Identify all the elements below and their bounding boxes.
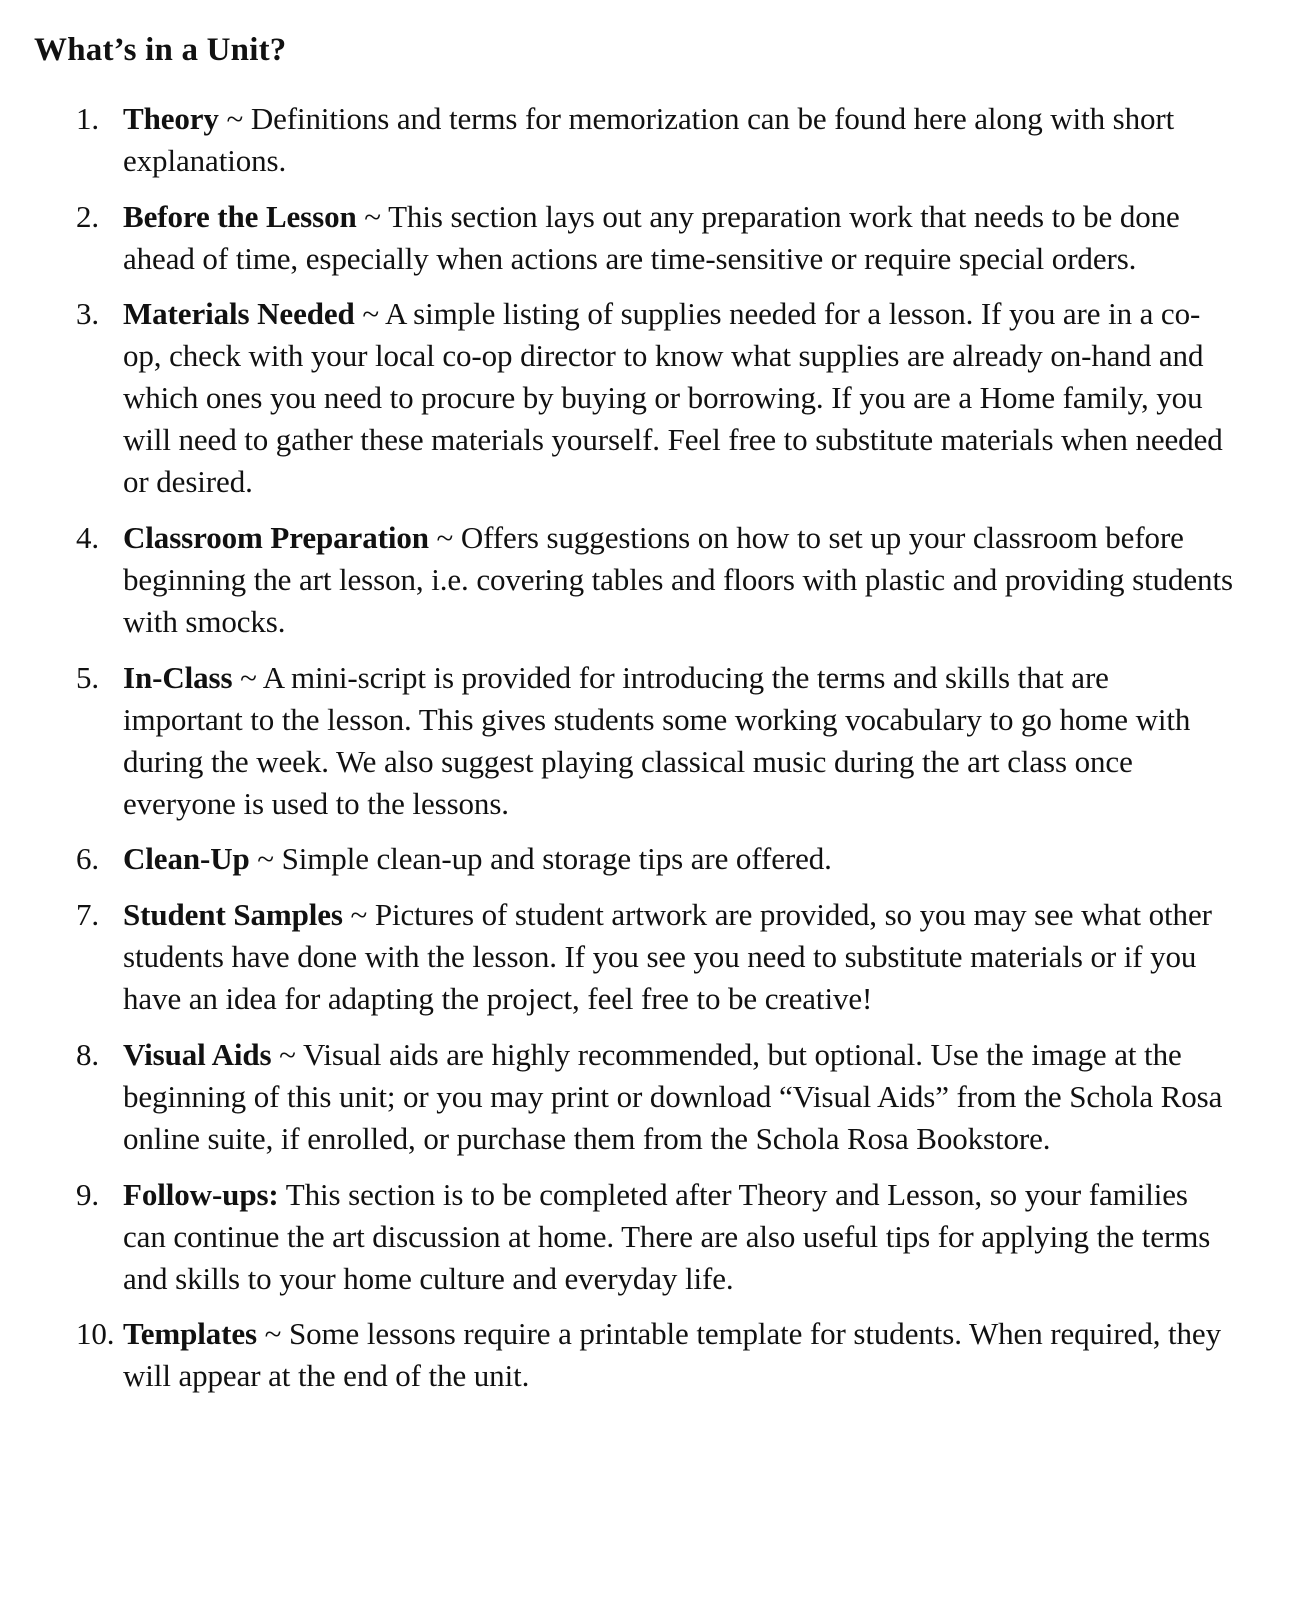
list-item-number: 9. bbox=[76, 1176, 100, 1212]
list-item-separator: ~ bbox=[257, 1316, 289, 1352]
list-item-theory bbox=[0, 98, 1297, 182]
list-item-number: 5. bbox=[76, 659, 100, 695]
list-item-number: 10. bbox=[76, 1316, 115, 1352]
list-item-separator bbox=[279, 1177, 286, 1212]
list-item-description: This section is to be completed after Theory and Lesson, so your families can continue the art discussion at home. There are also useful tips for applying the terms and skills to your home culture and everyday life. bbox=[123, 1176, 1211, 1296]
list-item-description: Offers suggestions on how to set up your classroom before beginning the art lesson, i.e. covering tables and floors with plastic and providing students with smocks. bbox=[123, 520, 1233, 640]
list-item-number: 2. bbox=[76, 198, 100, 234]
list-item-description: Some lessons require a printable template for students. When required, they will appear at the end of the unit. bbox=[123, 1316, 1221, 1394]
list-item-term: In-Class bbox=[123, 659, 233, 695]
list-item-separator: ~ bbox=[428, 520, 461, 556]
page-title: What’s in a Unit? bbox=[34, 32, 287, 68]
list-item-description: A mini-script is provided for introducing the terms and skills that are important to the lesson. This gives students some working vocabulary to go home with during the week. We also suggest playing classical music during the art class once everyone is used to the lessons. bbox=[123, 659, 1191, 821]
list-item-separator: ~ bbox=[342, 897, 375, 933]
list-item-term: Templates bbox=[123, 1316, 258, 1352]
list-item-classroom-preparation bbox=[0, 517, 1297, 643]
list-item-description: Definitions and terms for memorization can be found here along with short explanations. bbox=[123, 101, 1175, 178]
list-item-description: This section lays out any preparation work that needs to be done ahead of time, especially when actions are time-sensitive or require special orders. bbox=[123, 198, 1180, 276]
list-item-templates bbox=[0, 1313, 1297, 1397]
list-item-number: 3. bbox=[76, 296, 100, 332]
list-item-description: Pictures of student artwork are provided, so you may see what other students have done with the lesson. If you see you need to substitute materials or if you have an idea for adapting the project, feel free to be creative! bbox=[123, 897, 1212, 1017]
list-item-in-class bbox=[0, 657, 1297, 825]
list-item-description: A simple listing of supplies needed for a lesson. If you are in a co-op, check with your local co-op director to know what supplies are already on-hand and which ones you need to procure by buying or borrowing. If you are a Home family, you will need to gather these materials yourself. Feel free to substitute materials when needed or desired. bbox=[123, 296, 1223, 500]
list-item-term: Theory bbox=[123, 101, 219, 136]
list-item-term: Visual Aids bbox=[123, 1036, 272, 1072]
list-item-term: Materials Needed bbox=[123, 296, 355, 332]
list-item-number: 1. bbox=[76, 101, 100, 136]
list-item-clean-up bbox=[0, 838, 1297, 880]
list-item-term: Student Samples bbox=[123, 897, 343, 933]
list-item-description: Simple clean-up and storage tips are offered. bbox=[281, 841, 832, 877]
list-item-separator: ~ bbox=[249, 841, 282, 877]
list-item-separator: ~ bbox=[218, 101, 251, 136]
list-item-before-the-lesson bbox=[0, 196, 1297, 280]
list-item-separator: ~ bbox=[354, 296, 385, 332]
list-item-term: Classroom Preparation bbox=[123, 520, 429, 556]
list-item-separator: ~ bbox=[271, 1036, 303, 1072]
list-item-term: Clean-Up bbox=[123, 841, 250, 877]
unit-component-list bbox=[0, 98, 1297, 1411]
list-item-separator: ~ bbox=[232, 659, 263, 695]
list-item-term: Before the Lesson bbox=[123, 198, 357, 234]
list-item-description: Visual aids are highly recommended, but optional. Use the image at the beginning of this unit; or you may print or download “Visual Aids” from the Schola Rosa online suite, if enrolled, or purchase them from the Schola Rosa Bookstore. bbox=[123, 1036, 1223, 1156]
list-item-number: 8. bbox=[76, 1036, 100, 1072]
list-item-term: Follow-ups: bbox=[123, 1176, 279, 1212]
list-item-student-samples bbox=[0, 894, 1297, 1020]
list-item-follow-ups bbox=[0, 1174, 1297, 1300]
list-item-visual-aids bbox=[0, 1034, 1297, 1160]
list-item-number: 4. bbox=[76, 520, 100, 556]
list-item-materials-needed bbox=[0, 293, 1297, 503]
list-item-number: 6. bbox=[76, 841, 100, 877]
list-item-separator: ~ bbox=[356, 198, 389, 234]
list-item-number: 7. bbox=[76, 897, 100, 933]
